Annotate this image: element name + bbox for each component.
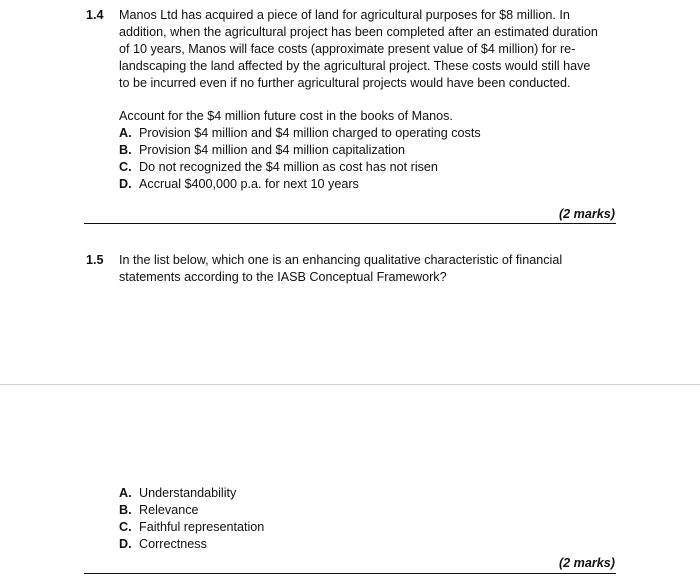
option-d[interactable] <box>119 536 264 553</box>
option-text: Provision $4 million and $4 million capitalization <box>139 143 406 157</box>
question-1-4-marks: (2 marks) <box>558 207 615 221</box>
stem-line: addition, when the agricultural project has been completed after an estimated duration <box>119 25 598 39</box>
option-d[interactable] <box>119 176 481 193</box>
question-1-4-number: 1.4 <box>86 8 104 22</box>
question-1-5-options <box>119 485 264 553</box>
option-letter: C. <box>119 160 132 174</box>
option-letter: D. <box>119 537 132 551</box>
option-c[interactable] <box>119 159 481 176</box>
question-1-4-stem <box>119 7 619 92</box>
option-letter: C. <box>119 520 132 534</box>
question-divider <box>84 223 616 224</box>
question-1-5-marks: (2 marks) <box>558 556 615 570</box>
option-letter: A. <box>119 486 132 500</box>
option-text: Understandability <box>139 486 237 500</box>
option-text: Faithful representation <box>139 520 265 534</box>
stem-line: Manos Ltd has acquired a piece of land for agricultural purposes for $8 million. In <box>119 8 570 22</box>
option-text: Accrual $400,000 p.a. for next 10 years <box>139 177 359 191</box>
question-divider <box>84 573 616 574</box>
question-1-5-number: 1.5 <box>86 253 104 267</box>
option-c[interactable] <box>119 519 264 536</box>
option-b[interactable] <box>119 142 481 159</box>
option-a[interactable] <box>119 485 264 502</box>
option-text: Do not recognized the $4 million as cost has not risen <box>139 160 438 174</box>
stem-line: In the list below, which one is an enhancing qualitative characteristic of financial <box>119 253 563 267</box>
stem-line: of 10 years, Manos will face costs (approximate present value of $4 million) for re- <box>119 42 576 56</box>
stem-line: statements according to the IASB Conceptual Framework? <box>119 270 447 284</box>
option-text: Relevance <box>139 503 199 517</box>
question-1-5-stem <box>119 252 619 286</box>
option-letter: D. <box>119 177 132 191</box>
question-1-4-options <box>119 125 481 193</box>
page-break-separator <box>0 384 700 385</box>
question-1-4-prompt: Account for the $4 million future cost in the books of Manos. <box>119 109 453 123</box>
option-letter: A. <box>119 126 132 140</box>
stem-line: landscaping the land affected by the agricultural project. These costs would still have <box>119 59 591 73</box>
option-letter: B. <box>119 143 132 157</box>
option-letter: B. <box>119 503 132 517</box>
stem-line: to be incurred even if no further agricultural projects would have been conducted. <box>119 76 571 90</box>
option-text: Correctness <box>139 537 207 551</box>
option-text: Provision $4 million and $4 million charged to operating costs <box>139 126 481 140</box>
option-a[interactable] <box>119 125 481 142</box>
option-b[interactable] <box>119 502 264 519</box>
